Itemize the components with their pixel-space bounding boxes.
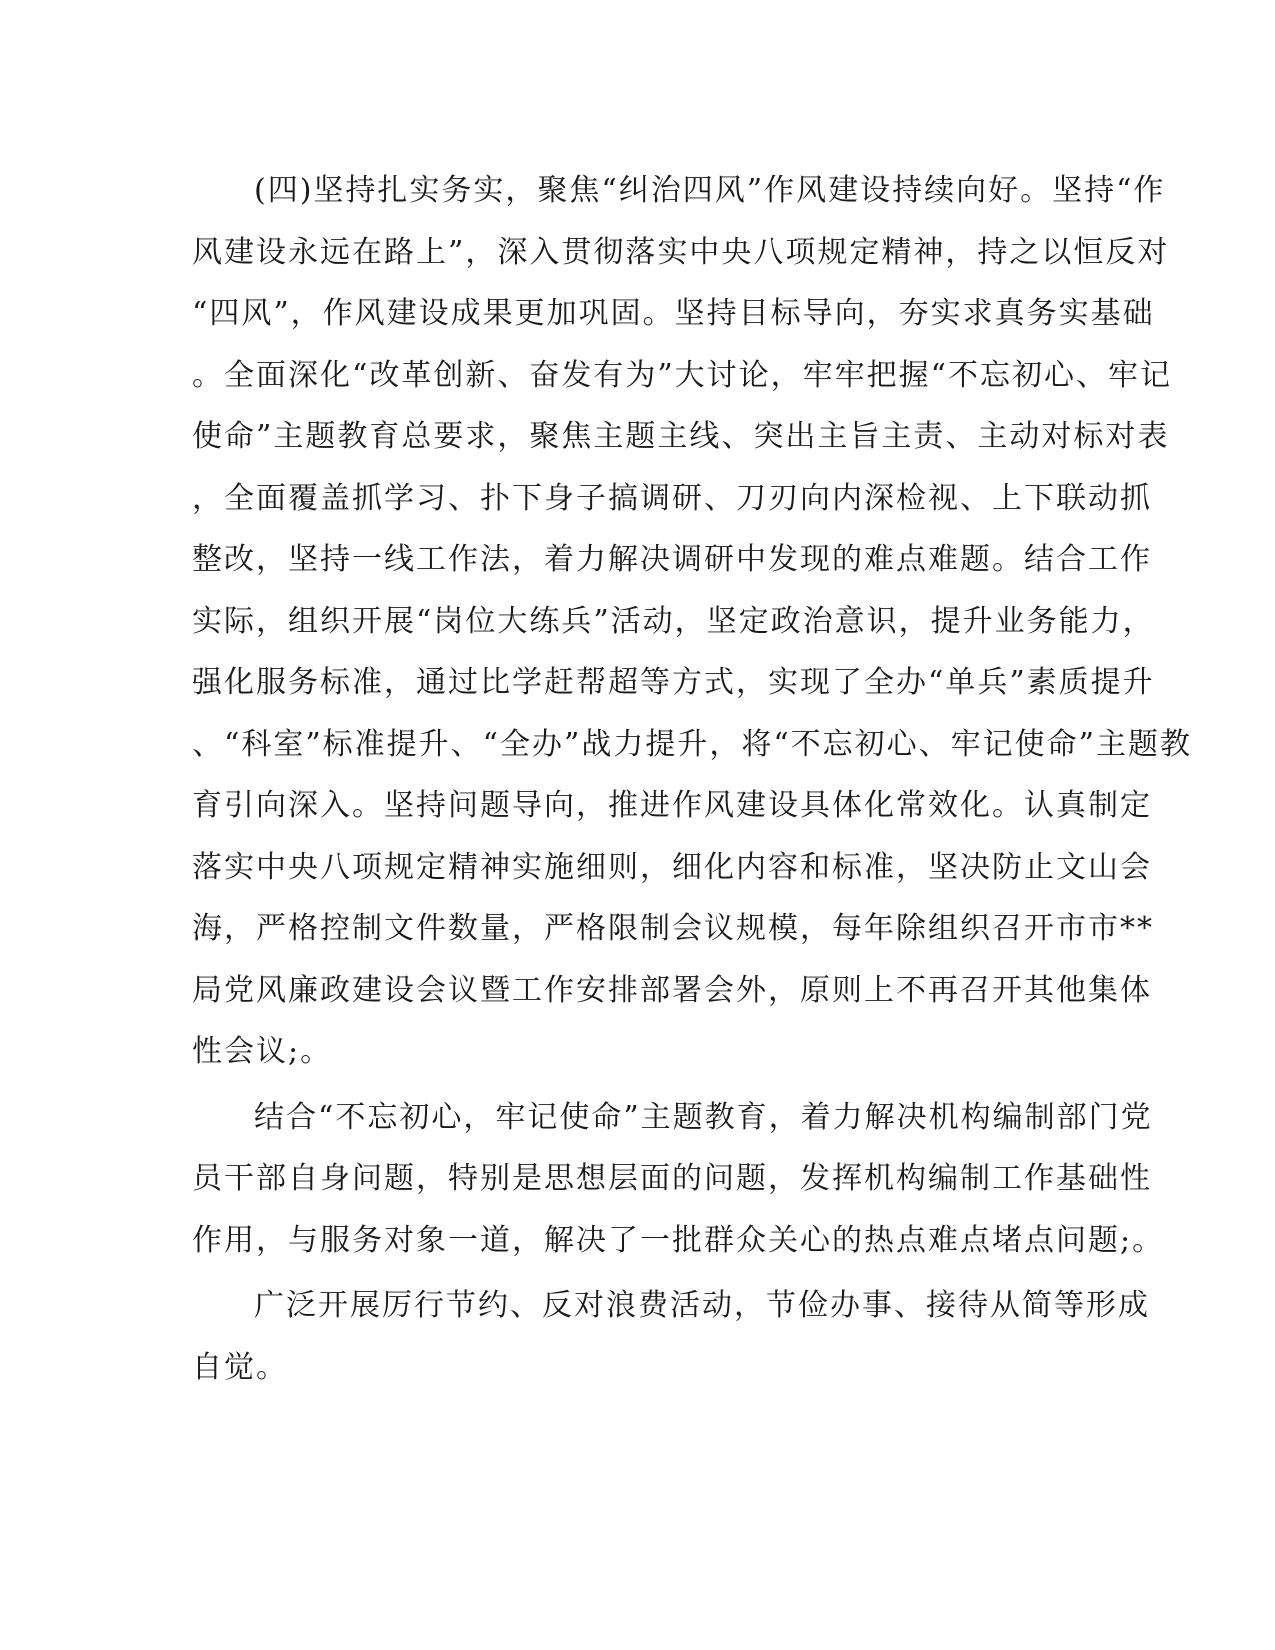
paragraph-line: 使命”主题教育总要求，聚焦主题主线、突出主旨主责、主动对标对表 bbox=[192, 419, 1170, 454]
paragraph-line: 强化服务标准，通过比学赶帮超等方式，实现了全办“单兵”素质提升 bbox=[192, 665, 1155, 700]
paragraph-line: 实际，组织开展“岗位大练兵”活动，坚定政治意识，提升业务能力， bbox=[192, 603, 1155, 639]
paragraph-line: 局党风廉政建设会议暨工作安排部署会外，原则上不再召开其他集体 bbox=[192, 972, 1152, 1008]
paragraph-line: 落实中央八项规定精神实施细则，细化内容和标准，坚决防止文山会 bbox=[192, 849, 1152, 885]
paragraph-line: (四)坚持扎实务实，聚焦“纠治四风”作风建设持续向好。坚持“作 bbox=[254, 173, 1166, 208]
paragraph-line: 员干部自身问题，特别是思想层面的问题，发挥机构编制工作基础性 bbox=[192, 1161, 1152, 1196]
paragraph-line: 广泛开展厉行节约、反对浪费活动，节俭办事、接待从简等形成 bbox=[254, 1288, 1150, 1323]
paragraph-line: 整改，坚持一线工作法，着力解决调研中发现的难点难题。结合工作 bbox=[192, 542, 1152, 577]
paragraph-line: 作用，与服务对象一道，解决了一批群众关心的热点难点堵点问题;。 bbox=[192, 1222, 1165, 1258]
paragraph-2 bbox=[192, 1087, 1165, 1272]
paragraph-line: 性会议;。 bbox=[192, 1034, 333, 1069]
paragraph-line: 结合“不忘初心，牢记使命”主题教育，着力解决机构编制部门党 bbox=[254, 1099, 1153, 1135]
paragraph-line: 、“科室”标准提升、“全办”战力提升，将“不忘初心、牢记使命”主题教 bbox=[192, 726, 1193, 762]
paragraph-line: “四风”，作风建设成果更加巩固。坚持目标导向，夯实求真务实基础 bbox=[192, 296, 1155, 331]
paragraph-line: 。全面深化“改革创新、奋发有为”大讨论，牢牢把握“不忘初心、牢记 bbox=[192, 357, 1173, 393]
paragraph-line: 风建设永远在路上”，深入贯彻落实中央八项规定精神，持之以恒反对 bbox=[192, 234, 1170, 270]
paragraph-line: 育引向深入。坚持问题导向，推进作风建设具体化常效化。认真制定 bbox=[192, 788, 1152, 823]
paragraph-3 bbox=[192, 1275, 1150, 1398]
paragraph-line: 海，严格控制文件数量，严格限制会议规模，每年除组织召开市市** bbox=[192, 911, 1154, 946]
paragraph-1 bbox=[192, 160, 1193, 1083]
paragraph-line: ，全面覆盖抓学习、扑下身子搞调研、刀刃向内深检视、上下联动抓 bbox=[192, 480, 1152, 516]
paragraph-line: 自觉。 bbox=[192, 1349, 288, 1385]
document-body bbox=[192, 160, 1193, 1398]
